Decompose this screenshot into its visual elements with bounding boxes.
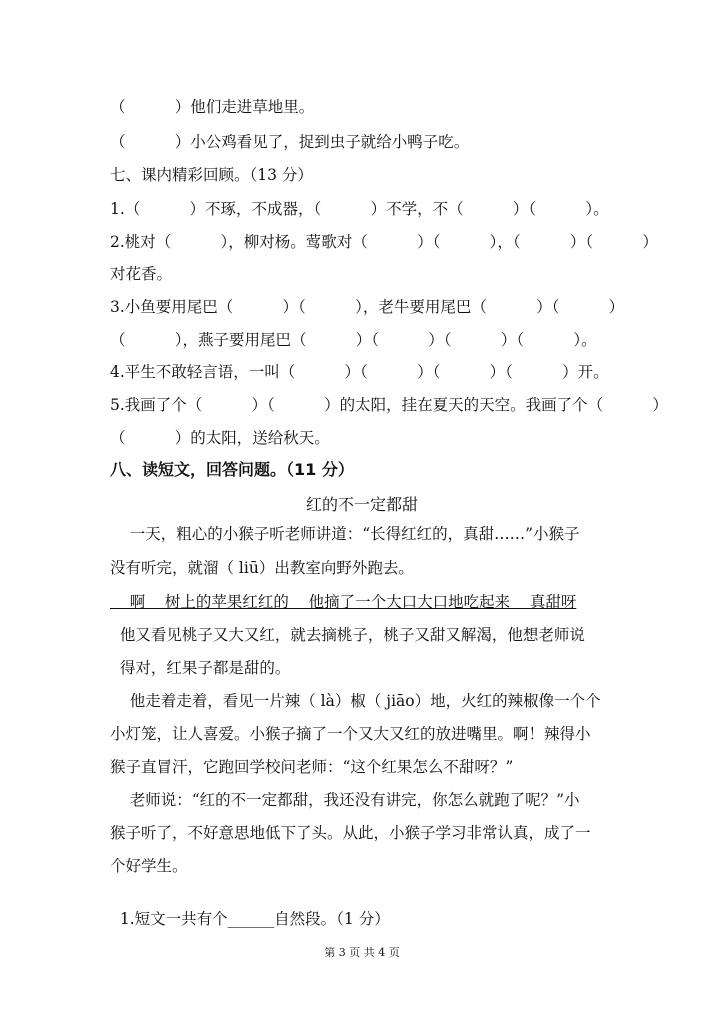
passage-paragraph: 啊 树上的苹果红红的 他摘了一个大口大口地吃起来 真甜呀 <box>110 593 577 611</box>
section-heading: 八、读短文，回答问题。（11 分） <box>110 460 354 479</box>
question-line: （ ）的太阳，送给秋天。 <box>110 429 330 447</box>
passage-paragraph: 他走着走着，看见一片辣（ là）椒（ jiāo）地，火红的辣椒像一个个 <box>110 692 601 710</box>
passage-paragraph: 老师说：“红的不一定都甜，我还没有讲完，你怎么就跑了呢？”小 <box>110 791 580 809</box>
passage-paragraph: 没有听完，就溜（ liū）出教室向野外跑去。 <box>110 559 414 577</box>
question-line: 2.桃对（ ），柳对杨。莺歌对（ ）（ ），（ ）（ ） <box>110 233 658 251</box>
question-line: （ ）他们走进草地里。 <box>110 98 315 116</box>
section-heading: 七、课内精彩回顾。（13 分） <box>110 166 313 184</box>
passage-paragraph: 一天，粗心的小猴子听老师讲道：“长得红红的，真甜……”小猴子 <box>110 525 580 543</box>
passage-paragraph: 猴子直冒汗，它跑回学校问老师：“这个红果怎么不甜呀？” <box>110 758 514 776</box>
answer-blank[interactable]: ______ <box>227 910 275 928</box>
question-line <box>110 889 390 929</box>
question-line: 3.小鱼要用尾巴（ ）（ ），老牛要用尾巴（ ）（ ） <box>110 298 625 316</box>
question-line: 对花香。 <box>110 265 173 283</box>
question-text: 自然段。（1 分） <box>274 910 390 928</box>
question-text: 1.短文一共有个 <box>119 910 228 928</box>
passage-paragraph: 猴子听了，不好意思地低下了头。从此，小猴子学习非常认真，成了一 <box>110 824 591 842</box>
passage-paragraph: 得对，红果子都是甜的。 <box>110 659 291 677</box>
passage-title: 红的不一定都甜 <box>305 495 418 514</box>
passage-paragraph: 他又看见桃子又大又红，就去摘桃子，桃子又甜又解渴，他想老师说 <box>110 626 585 644</box>
question-line: 5.我画了个（ ）（ ）的太阳，挂在夏天的天空。我画了个（ ） <box>110 396 668 414</box>
question-line: （ ）小公鸡看见了，捉到虫子就给小鸭子吃。 <box>110 133 470 151</box>
question-line: 1.（ ）不琢，不成器，（ ）不学，不（ ）（ ）。 <box>110 200 609 218</box>
page-footer: 第 3 页 共 4 页 <box>324 946 400 959</box>
question-line: （ ），燕子要用尾巴（ ）（ ）（ ）（ ）。 <box>110 331 597 349</box>
passage-paragraph: 个好学生。 <box>110 857 188 875</box>
question-line: 4.平生不敢轻言语，一叫（ ）（ ）（ ）（ ）开。 <box>110 363 609 381</box>
passage-paragraph: 小灯笼，让人喜爱。小猴子摘了一个又大又红的放进嘴里。啊！辣得小 <box>110 725 591 743</box>
